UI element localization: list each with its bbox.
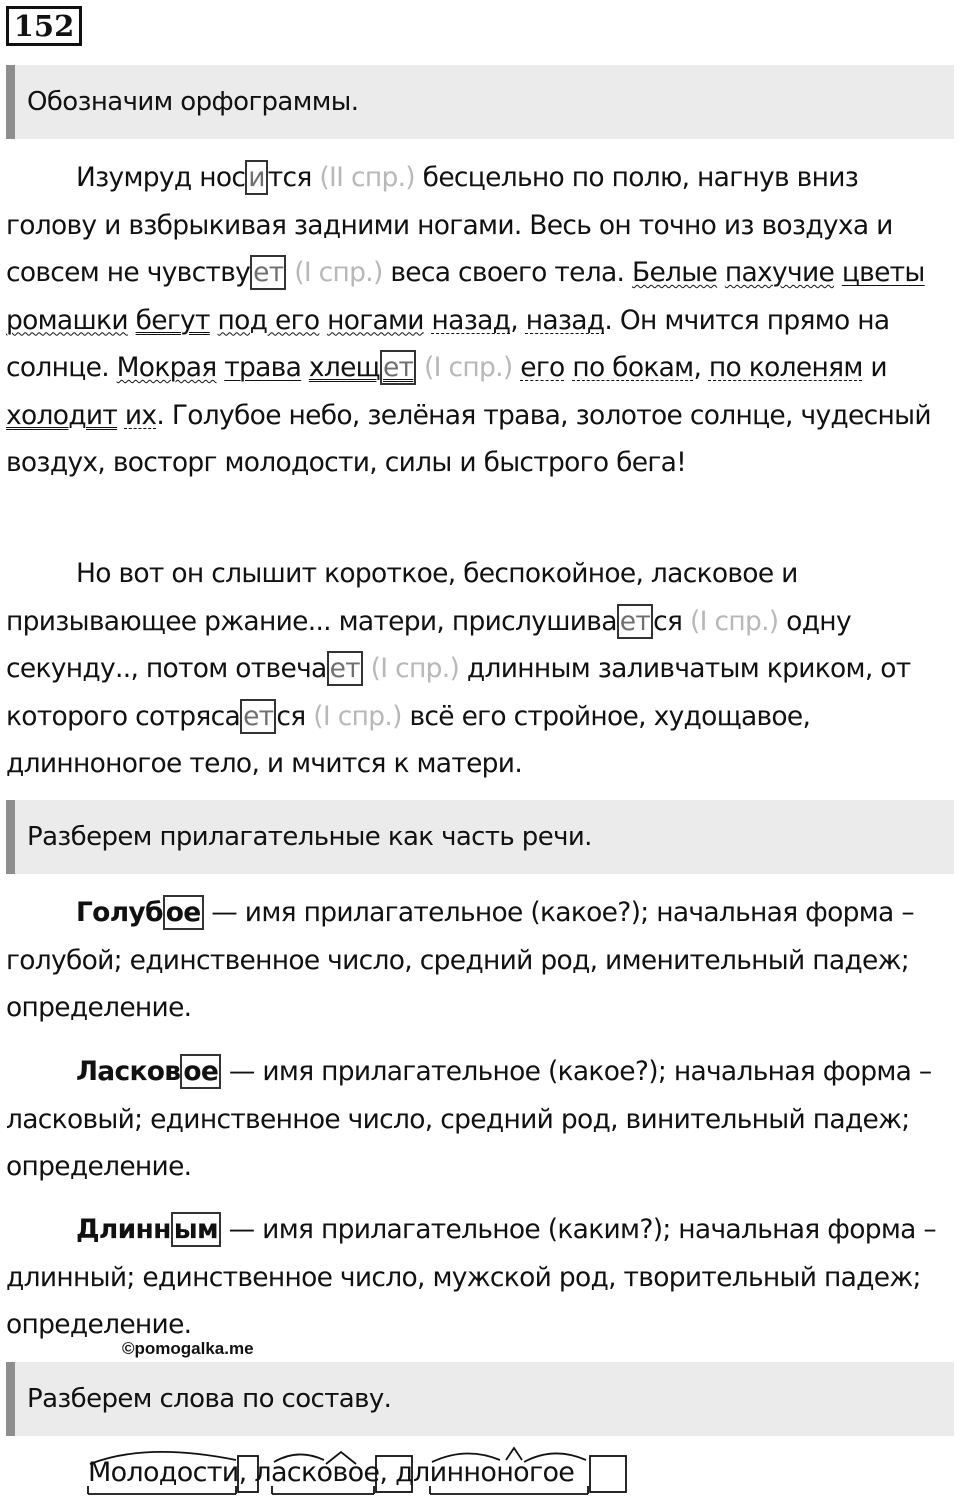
adjective-analysis-1: Голуб ое — имя прилагательное (какое?); начальная форма – голубой; единственное число, средний род, именительный падеж; определение. [6, 897, 914, 1023]
morpheme-analysis [86, 1444, 646, 1496]
adjective-analysis-2: Ласков ое — имя прилагательное (какое?); начальная форма – ласковый; единственное число, средний род, винительный падеж; определение. [6, 1056, 932, 1182]
conjugation-note: (II спр.) [319, 162, 415, 193]
ending-box: ое [163, 895, 204, 930]
section-header-spelling [6, 65, 954, 139]
conjugation-note: (I спр.) [370, 653, 460, 684]
task-number: 152 [6, 6, 82, 46]
section-title: Разберем слова по составу. [27, 1384, 392, 1414]
ending-box: ое [180, 1054, 221, 1089]
adjective-analysis-3: Длинн ым — имя прилагательное (каким?); начальная форма – длинный; единственное число, мужской род, творительный падеж; определение. [6, 1214, 936, 1340]
conjugation-note: (I спр.) [689, 605, 779, 637]
conjugation-note: (I спр.) [424, 352, 513, 383]
section-header-adjectives [6, 800, 954, 874]
watermark: ©pomogalka.me [122, 1339, 254, 1358]
spelling-box: ет [240, 699, 276, 734]
section-header-morphemes [6, 1362, 954, 1436]
morpheme-words: Молодости, ласковое, длинноногое [88, 1457, 575, 1488]
conjugation-note: (I спр.) [294, 257, 383, 288]
spelling-box: ет [617, 604, 653, 639]
text-paragraph-2: Но вот он слышит короткое, беспокойное, ласковое и призывающее ржание... матери, прислушива ет ся (I спр.) одну секунду.., потом отвеча ет (I спр.) длинным заливчатым криком, от которого сотряса ет ся (I спр.) всё его стройное, худощавое, длинноногое тело, и мчится к матери. [6, 558, 911, 779]
spelling-box: ет [250, 255, 286, 290]
section-title: Разберем прилагательные как часть речи. [27, 822, 592, 852]
conjugation-note: (I спр.) [313, 700, 402, 732]
text-paragraph-1: Изумруд нос и тся (II спр.) бесцельно по полю, нагнув вниз голову и взбрыкивая задними ногами. Весь он точно из воздуха и совсем не чувству ет (I спр.) веса своего тела. Белые пахучие цветы ромашки бегут под его ногами назад, назад. Он мчится прямо на солнце. Мокрая трава хлещ ет (I спр.) его по бокам, по коленям и холодит их. Голубое небо, зелёная трава, золотое солнце, чудесный воздух, восторг молодости, силы и быстрого бега! [6, 162, 931, 478]
spelling-box: ет [327, 651, 363, 686]
spelling-box: ет [380, 350, 416, 385]
section-title: Обозначим орфограммы. [27, 87, 359, 117]
spelling-box: и [245, 160, 268, 195]
ending-box: ым [171, 1212, 221, 1247]
